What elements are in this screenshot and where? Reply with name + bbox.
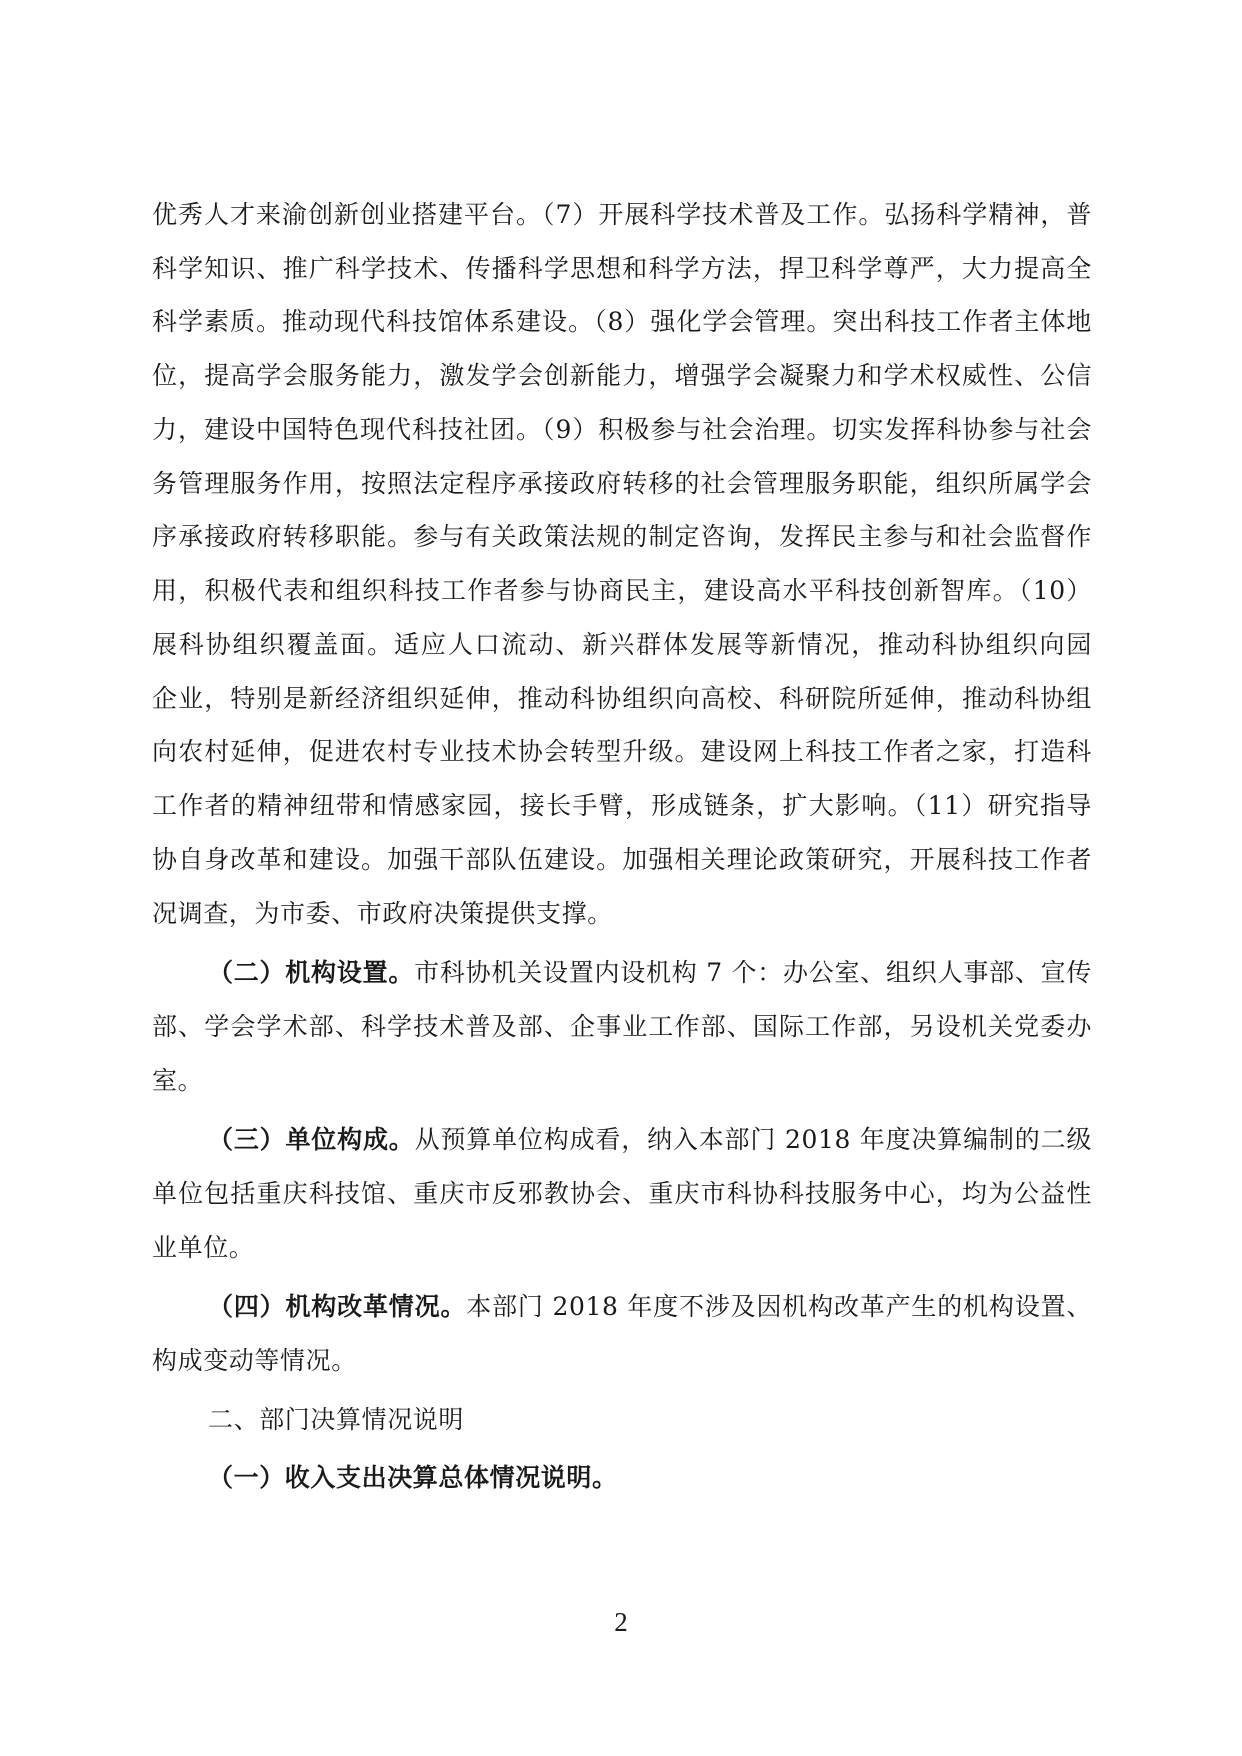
paragraph-line: 况调查，为市委、市政府决策提供支撑。 [152,899,613,928]
paragraph-line: 序承接政府转移职能。参与有关政策法规的制定咨询，发挥民主参与和社会监督作 [152,522,1092,551]
paragraph-line: 展科协组织覆盖面。适应人口流动、新兴群体发展等新情况，推动科协组织向园 [152,630,1092,659]
section-3-text: 从预算单位构成看，纳入本部门 2018 年度决算编制的二级 [414,1125,1092,1154]
section-3-first-line [208,1120,1092,1160]
paragraph-line: 业单位。 [152,1233,255,1262]
paragraph-line: 单位包括重庆科技馆、重庆市反邪教协会、重庆市科协科技服务中心，均为公益性 [152,1179,1092,1208]
section-3-heading: （三）单位构成。 [208,1125,415,1154]
section-4-text: 本部门 2018 年度不涉及因机构改革产生的机构设置、 [466,1292,1092,1321]
paragraph-line: 室。 [152,1066,204,1095]
section-4-heading: （四）机构改革情况。 [208,1292,467,1321]
paragraph-line: 位，提高学会服务能力，激发学会创新能力，增强学会凝聚力和学术权威性、公信 [152,361,1092,390]
paragraph-line: 科学知识、推广科学技术、传播科学思想和科学方法，捍卫科学尊严，大力提高全 [152,254,1092,283]
paragraph-line: 部、学会学术部、科学技术普及部、企事业工作部、国际工作部，另设机关党委办 [152,1012,1092,1041]
part-2-heading: 二、部门决算情况说明 [208,1405,465,1434]
section-2-text: 市科协机关设置内设机构 7 个：办公室、组织人事部、宣传 [414,958,1092,987]
subsection-1-heading: （一）收入支出决算总体情况说明。 [208,1463,618,1492]
paragraph-line: 企业，特别是新经济组织延伸，推动科协组织向高校、科研院所延伸，推动科协组 [152,684,1092,713]
paragraph-line: 协自身改革和建设。加强干部队伍建设。加强相关理论政策研究，开展科技工作者 [152,845,1092,874]
paragraph-line: 科学素质。推动现代科技馆体系建设。（8）强化学会管理。突出科技工作者主体地 [152,307,1092,336]
page-number: 2 [614,1607,628,1637]
paragraph-line: 务管理服务作用，按照法定程序承接政府转移的社会管理服务职能，组织所属学会 [152,469,1092,498]
paragraph-line: 构成变动等情况。 [152,1346,357,1375]
paragraph-line: 力，建设中国特色现代科技社团。（9）积极参与社会治理。切实发挥科协参与社会 [152,415,1092,444]
paragraph-line: 工作者的精神纽带和情感家园，接长手臂，形成链条，扩大影响。（11）研究指导 [152,791,1092,820]
paragraph-line: 向农村延伸，促进农村专业技术协会转型升级。建设网上科技工作者之家，打造科 [152,737,1092,766]
section-2-first-line [208,953,1092,993]
paragraph-line: 用，积极代表和组织科技工作者参与协商民主，建设高水平科技创新智库。（10） [152,576,1092,605]
section-4-first-line [208,1287,1092,1327]
paragraph-line: 优秀人才来渝创新创业搭建平台。（7）开展科学技术普及工作。弘扬科学精神，普 [152,200,1092,229]
section-2-heading: （二）机构设置。 [208,958,415,987]
